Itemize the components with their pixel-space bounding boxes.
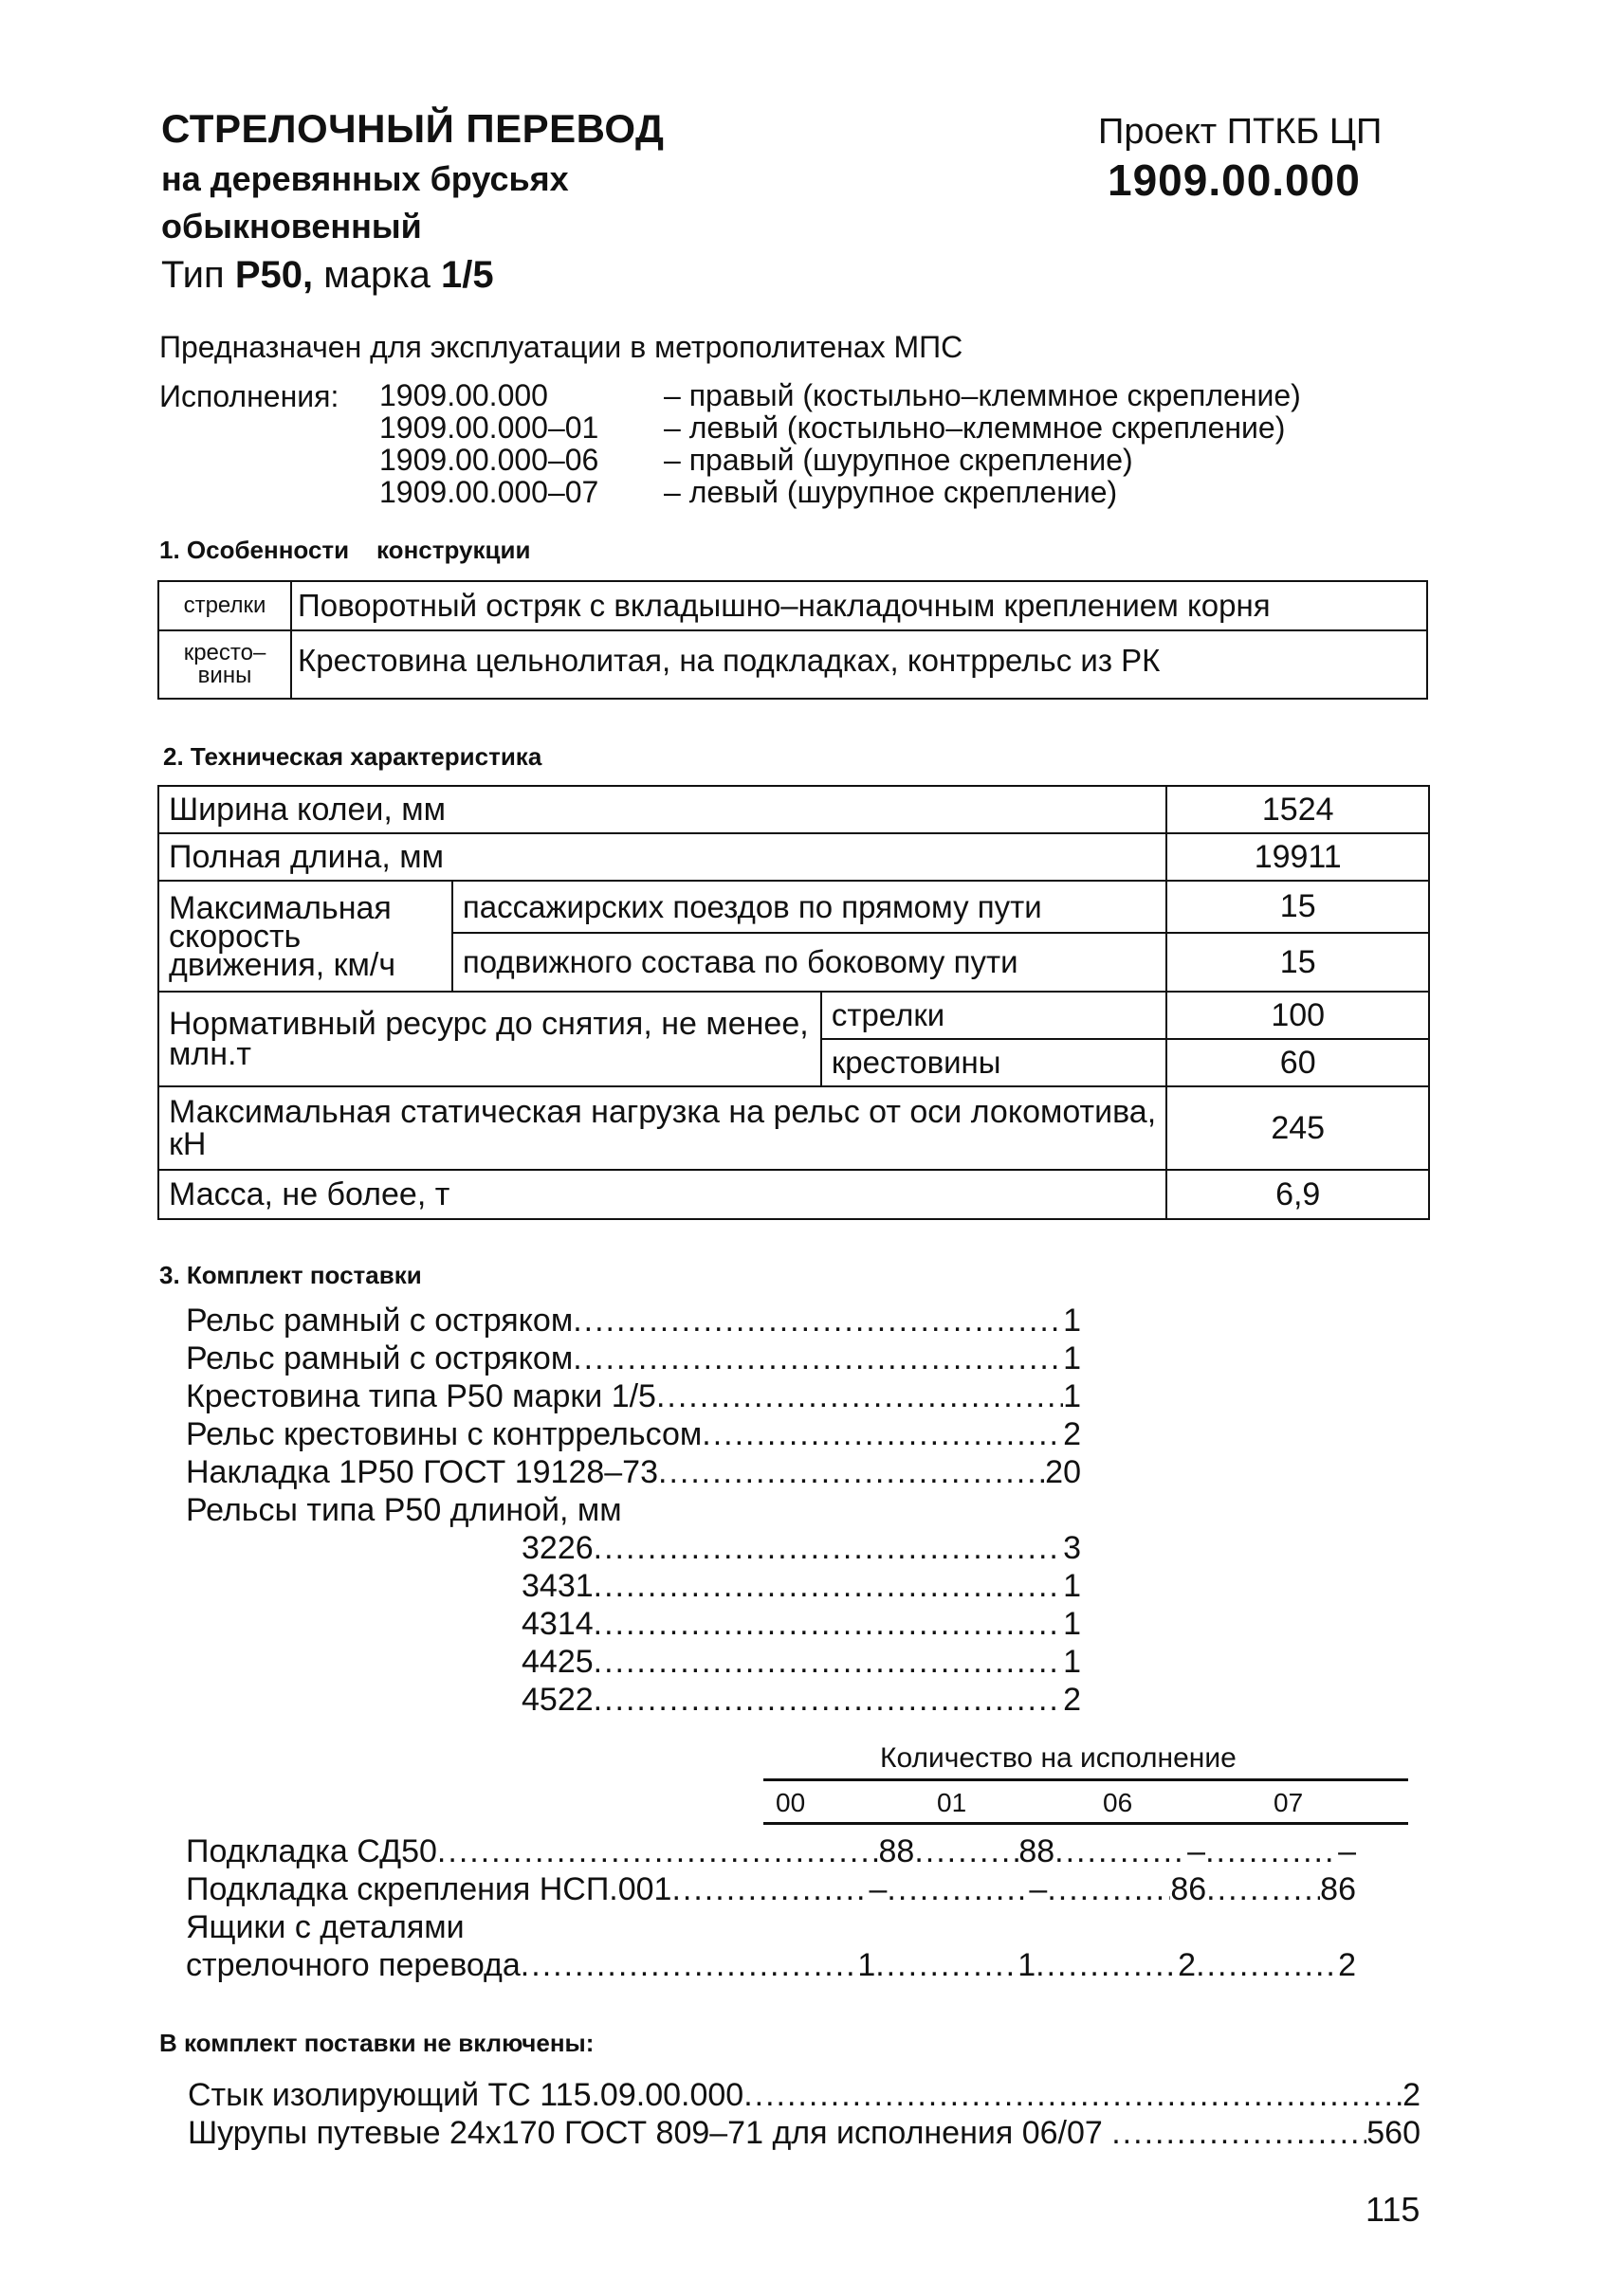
construction-value: Поворотный остряк с вкладышно–накладочным креплением корня	[291, 581, 1427, 630]
excluded-title: В комплект поставки не включены:	[159, 2029, 595, 2057]
column-header: 06	[1103, 1788, 1133, 1817]
spec-sublabel: подвижного состава по боковому пути	[452, 933, 1167, 992]
variant-columns	[776, 1788, 1402, 1818]
list-item: 3226 ..... 3	[522, 1529, 1081, 1567]
list-item: 3431 ..... 1	[522, 1567, 1081, 1605]
list-item: Рельс крестовины с контррельсом ..... 2	[186, 1415, 1081, 1453]
excluded-list	[188, 2076, 1421, 2152]
column-header: 00	[776, 1788, 806, 1817]
table-row	[158, 630, 1427, 699]
rails-list	[522, 1529, 1081, 1719]
table-row	[158, 581, 1427, 630]
project-label: Проект ПТКБ ЦП	[1098, 112, 1383, 152]
type-value: Р50,	[234, 254, 314, 296]
table-row	[158, 1170, 1429, 1219]
spec-value: 245	[1166, 1086, 1429, 1170]
variant-row: 1909.00.000–07 – левый (шурупное скрепление)	[379, 475, 1118, 509]
rails-label: Рельсы типа Р50 длиной, мм	[186, 1492, 622, 1528]
table-row	[158, 992, 1429, 1039]
list-item: Подкладка скрепления НСП.001 ..... – ..... – ..... 86 ..... 86	[186, 1870, 1356, 1908]
table-row	[158, 833, 1429, 881]
spec-value: 1524	[1166, 786, 1429, 833]
table-row	[158, 786, 1429, 833]
tech-spec-table	[157, 785, 1430, 1220]
list-item: Стык изолирующий ТС 115.09.00.000 ..... 2	[188, 2076, 1421, 2114]
list-item: 4522 ..... 2	[522, 1681, 1081, 1719]
spec-label: Максимальная скорость движения, км/ч	[158, 881, 452, 992]
construction-key: стрелки	[158, 581, 291, 630]
mark-prefix: марка	[323, 254, 431, 296]
spec-value: 6,9	[1166, 1170, 1429, 1219]
list-item: стрелочного перевода ..... 1 ..... 1 ..... 2 ..... 2	[186, 1946, 1356, 1984]
spec-label: Масса, не более, т	[158, 1170, 1166, 1219]
list-item: Шурупы путевые 24х170 ГОСТ 809–71 для исполнения 06/07 ..... 560	[188, 2114, 1421, 2152]
mark-value: 1/5	[440, 254, 494, 296]
spec-label: Максимальная статическая нагрузка на рельс от оси локомотива, кН	[158, 1086, 1166, 1170]
divider	[763, 1822, 1408, 1825]
list-item: Рельс рамный с остряком ..... 1	[186, 1302, 1081, 1339]
spec-sublabel: стрелки	[821, 992, 1167, 1039]
supply-list	[186, 1302, 1081, 1529]
list-item: 4314 ..... 1	[522, 1605, 1081, 1643]
spec-sublabel: крестовины	[821, 1039, 1167, 1086]
construction-key: кресто– вины	[158, 630, 291, 699]
page-number: 115	[1366, 2190, 1421, 2229]
section1-title: 1. Особенности конструкции	[159, 536, 531, 564]
type-prefix: Тип	[161, 254, 225, 296]
variant-row: 1909.00.000–01 – левый (костыльно–клеммное скрепление)	[379, 410, 1286, 445]
list-item-label: Ящики с деталями	[186, 1909, 465, 1945]
spec-label: Полная длина, мм	[158, 833, 1166, 881]
column-header: 01	[937, 1788, 967, 1817]
spec-label: Ширина колеи, мм	[158, 786, 1166, 833]
variant-qty-header: Количество на исполнение	[880, 1742, 1237, 1774]
construction-table	[157, 580, 1428, 700]
variants-list	[379, 379, 1301, 508]
table-row	[158, 881, 1429, 933]
list-item: Подкладка СД50 ..... 88 ..... 88 ..... – ..... –	[186, 1832, 1356, 1870]
list-item: 4425 ..... 1	[522, 1643, 1081, 1681]
spec-label: Нормативный ресурс до снятия, не менее, млн.т	[158, 992, 821, 1086]
purpose-text: Предназначен для эксплуатации в метрополитенах МПС	[159, 330, 963, 364]
doc-title: СТРЕЛОЧНЫЙ ПЕРЕВОД	[161, 106, 665, 151]
table-row	[158, 1086, 1429, 1170]
list-item: Рельс рамный с остряком ..... 1	[186, 1339, 1081, 1377]
doc-type-line	[161, 254, 494, 297]
column-header: 07	[1274, 1788, 1304, 1817]
spec-value: 60	[1166, 1039, 1429, 1086]
spec-value: 15	[1166, 881, 1429, 933]
spec-value: 15	[1166, 933, 1429, 992]
spec-sublabel: пассажирских поездов по прямому пути	[452, 881, 1167, 933]
variants-label: Исполнения:	[159, 379, 339, 413]
list-item: Крестовина типа Р50 марки 1/5 ..... 1	[186, 1377, 1081, 1415]
section2-title: 2. Техническая характеристика	[163, 742, 542, 771]
doc-subtitle-1: на деревянных брусьях	[161, 159, 569, 198]
list-item: Накладка 1Р50 ГОСТ 19128–73 ..... 20	[186, 1453, 1081, 1491]
variant-row: 1909.00.000–06 – правый (шурупное скрепление)	[379, 443, 1133, 477]
project-number: 1909.00.000	[1108, 155, 1361, 205]
section3-title: 3. Комплект поставки	[159, 1261, 422, 1289]
variant-qty-list	[186, 1832, 1356, 1984]
divider	[763, 1778, 1408, 1781]
doc-subtitle-2: обыкновенный	[161, 207, 422, 246]
spec-value: 19911	[1166, 833, 1429, 881]
variant-row: 1909.00.000 – правый (костыльно–клеммное скрепление)	[379, 378, 1301, 412]
spec-value: 100	[1166, 992, 1429, 1039]
construction-value: Крестовина цельнолитая, на подкладках, контррельс из РК	[291, 630, 1427, 699]
